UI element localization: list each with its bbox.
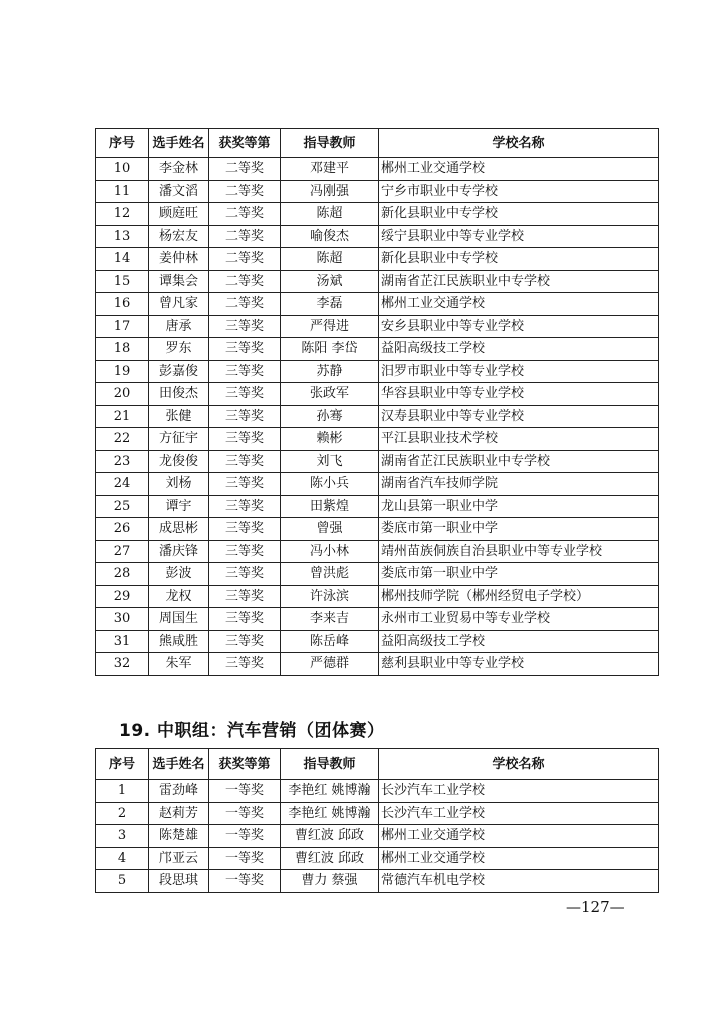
table-row	[96, 473, 659, 496]
cell-award: 三等奖	[209, 383, 281, 406]
cell-seq: 20	[96, 383, 149, 406]
table-row	[96, 585, 659, 608]
cell-school: 郴州工业交通学校	[379, 847, 659, 870]
table-row	[96, 428, 659, 451]
header-name: 选手姓名	[149, 129, 209, 158]
cell-award: 二等奖	[209, 225, 281, 248]
cell-name: 成思彬	[149, 518, 209, 541]
cell-name: 龙俊俊	[149, 450, 209, 473]
cell-name: 周国生	[149, 608, 209, 631]
cell-name: 龙权	[149, 585, 209, 608]
cell-school: 常德汽车机电学校	[379, 870, 659, 893]
cell-school: 龙山县第一职业中学	[379, 495, 659, 518]
cell-name: 赵莉芳	[149, 802, 209, 825]
cell-teacher: 李磊	[281, 293, 379, 316]
table-row	[96, 540, 659, 563]
table-row	[96, 225, 659, 248]
table-row	[96, 608, 659, 631]
cell-teacher: 汤斌	[281, 270, 379, 293]
table-row	[96, 847, 659, 870]
cell-seq: 21	[96, 405, 149, 428]
cell-award: 三等奖	[209, 315, 281, 338]
cell-seq: 23	[96, 450, 149, 473]
cell-school: 慈利县职业中等专业学校	[379, 653, 659, 676]
header-name: 选手姓名	[149, 749, 209, 780]
cell-name: 陈楚雄	[149, 825, 209, 848]
cell-teacher: 曹红波 邱政	[281, 825, 379, 848]
cell-award: 三等奖	[209, 338, 281, 361]
cell-seq: 24	[96, 473, 149, 496]
cell-teacher: 赖彬	[281, 428, 379, 451]
table-row	[96, 158, 659, 181]
header-award: 获奖等第	[209, 129, 281, 158]
cell-award: 三等奖	[209, 473, 281, 496]
cell-school: 绥宁县职业中等专业学校	[379, 225, 659, 248]
cell-seq: 12	[96, 203, 149, 226]
cell-teacher: 苏静	[281, 360, 379, 383]
table-body	[96, 780, 659, 893]
cell-school: 安乡县职业中等专业学校	[379, 315, 659, 338]
cell-teacher: 冯小林	[281, 540, 379, 563]
table-row	[96, 518, 659, 541]
cell-seq: 11	[96, 180, 149, 203]
cell-award: 三等奖	[209, 518, 281, 541]
table-row	[96, 360, 659, 383]
header-school: 学校名称	[379, 749, 659, 780]
cell-school: 宁乡市职业中专学校	[379, 180, 659, 203]
header-teacher: 指导教师	[281, 749, 379, 780]
cell-teacher: 陈超	[281, 203, 379, 226]
cell-school: 新化县职业中专学校	[379, 248, 659, 271]
cell-teacher: 曾洪彪	[281, 563, 379, 586]
cell-award: 二等奖	[209, 270, 281, 293]
section-title: 19. 中职组：汽车营销（团体赛）	[119, 721, 385, 741]
cell-award: 二等奖	[209, 248, 281, 271]
cell-teacher: 严得进	[281, 315, 379, 338]
cell-teacher: 陈岳峰	[281, 630, 379, 653]
cell-name: 邝亚云	[149, 847, 209, 870]
cell-school: 汨罗市职业中等专业学校	[379, 360, 659, 383]
cell-school: 益阳高级技工学校	[379, 338, 659, 361]
cell-award: 一等奖	[209, 825, 281, 848]
cell-name: 方征宇	[149, 428, 209, 451]
cell-seq: 18	[96, 338, 149, 361]
cell-seq: 1	[96, 780, 149, 803]
cell-school: 郴州工业交通学校	[379, 158, 659, 181]
cell-award: 二等奖	[209, 180, 281, 203]
cell-teacher: 许泳滨	[281, 585, 379, 608]
header-award: 获奖等第	[209, 749, 281, 780]
award-table-continued	[95, 128, 659, 676]
table-row	[96, 293, 659, 316]
cell-name: 潘庆锋	[149, 540, 209, 563]
cell-teacher: 邓建平	[281, 158, 379, 181]
table-row	[96, 315, 659, 338]
cell-name: 杨宏友	[149, 225, 209, 248]
cell-seq: 13	[96, 225, 149, 248]
cell-award: 二等奖	[209, 293, 281, 316]
cell-seq: 16	[96, 293, 149, 316]
cell-seq: 5	[96, 870, 149, 893]
page-number: —127—	[566, 898, 625, 916]
cell-name: 潘文滔	[149, 180, 209, 203]
cell-school: 郴州工业交通学校	[379, 825, 659, 848]
cell-school: 郴州工业交通学校	[379, 293, 659, 316]
cell-seq: 32	[96, 653, 149, 676]
cell-name: 谭宇	[149, 495, 209, 518]
cell-school: 湖南省芷江民族职业中专学校	[379, 450, 659, 473]
header-school: 学校名称	[379, 129, 659, 158]
cell-teacher: 喻俊杰	[281, 225, 379, 248]
cell-award: 一等奖	[209, 870, 281, 893]
cell-seq: 30	[96, 608, 149, 631]
table-row	[96, 248, 659, 271]
cell-teacher: 李来吉	[281, 608, 379, 631]
cell-award: 三等奖	[209, 608, 281, 631]
table-header-row	[96, 129, 659, 158]
cell-award: 三等奖	[209, 540, 281, 563]
cell-school: 汉寿县职业中等专业学校	[379, 405, 659, 428]
cell-award: 二等奖	[209, 158, 281, 181]
cell-teacher: 严德群	[281, 653, 379, 676]
cell-name: 彭波	[149, 563, 209, 586]
table-row	[96, 495, 659, 518]
cell-teacher: 田紫煌	[281, 495, 379, 518]
cell-school: 娄底市第一职业中学	[379, 518, 659, 541]
cell-seq: 22	[96, 428, 149, 451]
cell-school: 华容县职业中等专业学校	[379, 383, 659, 406]
cell-teacher: 陈超	[281, 248, 379, 271]
cell-name: 曾凡家	[149, 293, 209, 316]
table-row	[96, 802, 659, 825]
cell-school: 靖州苗族侗族自治县职业中等专业学校	[379, 540, 659, 563]
cell-seq: 26	[96, 518, 149, 541]
cell-name: 朱军	[149, 653, 209, 676]
table-row	[96, 780, 659, 803]
cell-school: 长沙汽车工业学校	[379, 802, 659, 825]
cell-award: 一等奖	[209, 780, 281, 803]
cell-seq: 14	[96, 248, 149, 271]
cell-teacher: 曹红波 邱政	[281, 847, 379, 870]
cell-award: 一等奖	[209, 847, 281, 870]
header-seq: 序号	[96, 129, 149, 158]
cell-school: 湖南省芷江民族职业中专学校	[379, 270, 659, 293]
table-row	[96, 630, 659, 653]
cell-name: 姜仲林	[149, 248, 209, 271]
cell-name: 罗东	[149, 338, 209, 361]
table-row	[96, 870, 659, 893]
header-seq: 序号	[96, 749, 149, 780]
cell-seq: 4	[96, 847, 149, 870]
cell-award: 三等奖	[209, 585, 281, 608]
cell-award: 三等奖	[209, 405, 281, 428]
cell-school: 郴州技师学院（郴州经贸电子学校）	[379, 585, 659, 608]
cell-teacher: 曾强	[281, 518, 379, 541]
cell-award: 二等奖	[209, 203, 281, 226]
cell-seq: 17	[96, 315, 149, 338]
cell-seq: 28	[96, 563, 149, 586]
cell-award: 三等奖	[209, 450, 281, 473]
table-row	[96, 563, 659, 586]
cell-name: 彭嘉俊	[149, 360, 209, 383]
table-row	[96, 180, 659, 203]
table-row	[96, 338, 659, 361]
cell-award: 三等奖	[209, 495, 281, 518]
cell-name: 李金林	[149, 158, 209, 181]
cell-award: 三等奖	[209, 428, 281, 451]
cell-name: 刘杨	[149, 473, 209, 496]
cell-teacher: 李艳红 姚博瀚	[281, 802, 379, 825]
cell-teacher: 冯刚强	[281, 180, 379, 203]
cell-teacher: 曹力 蔡强	[281, 870, 379, 893]
cell-school: 湖南省汽车技师学院	[379, 473, 659, 496]
cell-award: 一等奖	[209, 802, 281, 825]
table-row	[96, 653, 659, 676]
cell-seq: 27	[96, 540, 149, 563]
cell-name: 谭集会	[149, 270, 209, 293]
cell-teacher: 陈阳 李岱	[281, 338, 379, 361]
cell-seq: 3	[96, 825, 149, 848]
cell-seq: 15	[96, 270, 149, 293]
cell-name: 熊咸胜	[149, 630, 209, 653]
cell-award: 三等奖	[209, 653, 281, 676]
cell-school: 娄底市第一职业中学	[379, 563, 659, 586]
cell-name: 田俊杰	[149, 383, 209, 406]
cell-name: 雷劲峰	[149, 780, 209, 803]
header-teacher: 指导教师	[281, 129, 379, 158]
cell-school: 永州市工业贸易中等专业学校	[379, 608, 659, 631]
table-header-row	[96, 749, 659, 780]
cell-award: 三等奖	[209, 360, 281, 383]
table-row	[96, 383, 659, 406]
table-body	[96, 158, 659, 676]
cell-school: 益阳高级技工学校	[379, 630, 659, 653]
cell-name: 唐承	[149, 315, 209, 338]
cell-school: 新化县职业中专学校	[379, 203, 659, 226]
table-row	[96, 825, 659, 848]
cell-school: 长沙汽车工业学校	[379, 780, 659, 803]
table-row	[96, 450, 659, 473]
cell-seq: 19	[96, 360, 149, 383]
cell-teacher: 孙骞	[281, 405, 379, 428]
cell-seq: 10	[96, 158, 149, 181]
table-row	[96, 203, 659, 226]
table-row	[96, 405, 659, 428]
cell-seq: 31	[96, 630, 149, 653]
cell-award: 三等奖	[209, 563, 281, 586]
cell-seq: 29	[96, 585, 149, 608]
cell-name: 顾庭旺	[149, 203, 209, 226]
cell-seq: 25	[96, 495, 149, 518]
cell-teacher: 刘飞	[281, 450, 379, 473]
cell-award: 三等奖	[209, 630, 281, 653]
cell-teacher: 陈小兵	[281, 473, 379, 496]
cell-name: 段思琪	[149, 870, 209, 893]
cell-school: 平江县职业技术学校	[379, 428, 659, 451]
table-row	[96, 270, 659, 293]
award-table-auto-marketing	[95, 748, 659, 893]
cell-teacher: 张政军	[281, 383, 379, 406]
cell-seq: 2	[96, 802, 149, 825]
cell-teacher: 李艳红 姚博瀚	[281, 780, 379, 803]
cell-name: 张健	[149, 405, 209, 428]
